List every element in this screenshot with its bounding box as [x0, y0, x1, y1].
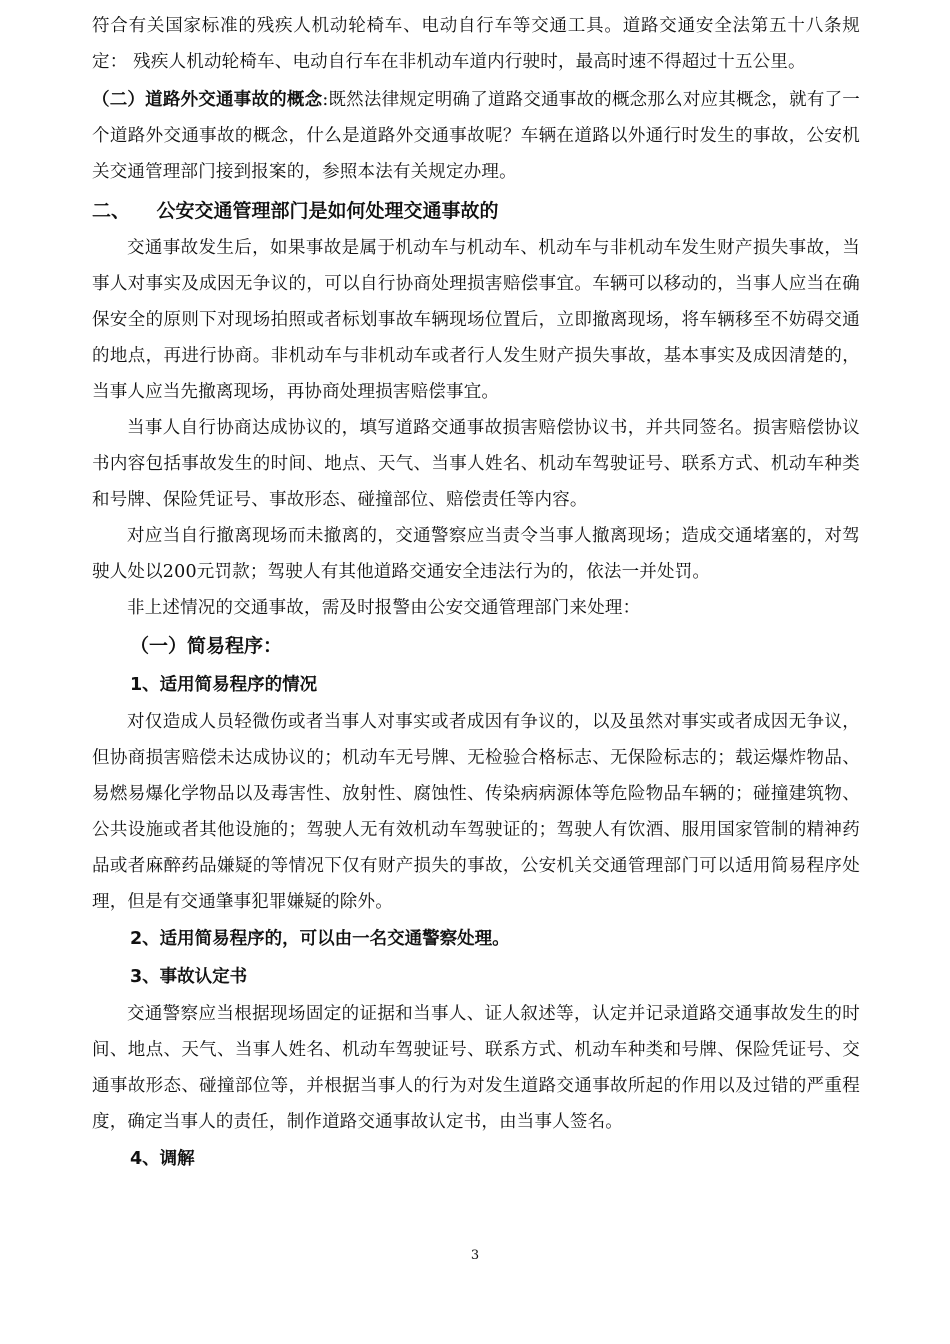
paragraph-wheelchair-rule: 符合有关国家标准的残疾人机动轮椅车、电动自行车等交通工具。道路交通安全法第五十八条规定： 残疾人机动轮椅车、电动自行车在非机动车道内行驶时，最高时速不得超过十五公里。 — [92, 16, 860, 72]
paragraph-body: :既然法律规定明确了道路交通事故的概念那么对应其概念，就有了一个道路外交通事故的概念，什么是道路外交通事故呢？车辆在道路以外通行时发生的事故，公安机关交通管理部门接到报案的，参照本法有关规定办理。 — [92, 90, 860, 182]
paragraph-agreement: 当事人自行协商达成协议的，填写道路交通事故损害赔偿协议书，并共同签名。损害赔偿协议书内容包括事故发生的时间、地点、天气、当事人姓名、机动车驾驶证号、联系方式、机动车种类和号牌、保险凭证号、事故形态、碰撞部位、赔偿责任等内容。 — [92, 418, 860, 510]
paragraph-applicable-cases: 对仅造成人员轻微伤或者当事人对事实或者成因有争议的，以及虽然对事实或者成因无争议，但协商损害赔偿未达成协议的；机动车无号牌、无检验合格标志、无保险标志的；载运爆炸物品、易燃易爆化学物品以及毒害性、放射性、腐蚀性、传染病病源体等危险物品车辆的；碰撞建筑物、公共设施或者其他设施的；驾驶人无有效机动车驾驶证的；驾驶人有饮酒、服用国家管制的精神药品或者麻醉药品嫌疑的等情况下仅有财产损失的事故，公安机关交通管理部门可以适用简易程序处理，但是有交通肇事犯罪嫌疑的除外。 — [92, 712, 860, 912]
page-number: 3 — [470, 1248, 480, 1263]
subsection-simple-procedure: （一）简易程序： — [130, 635, 283, 657]
paragraph-label: （二）道路外交通事故的概念 — [92, 90, 323, 110]
heading-mediation: 4、调解 — [130, 1149, 195, 1169]
section-heading-2: 二、 公安交通管理部门是如何处理交通事故的 — [92, 200, 499, 222]
document-page — [92, 8, 860, 1178]
paragraph-penalty: 对应当自行撤离现场而未撤离的，交通警察应当责令当事人撤离现场；造成交通堵塞的，对驾驶人处以200元罚款；驾驶人有其他道路交通安全违法行为的，依法一并处罚。 — [92, 526, 860, 582]
heading-accident-certificate: 3、事故认定书 — [130, 967, 248, 987]
paragraph-accident-certificate: 交通警察应当根据现场固定的证据和当事人、证人叙述等，认定并记录道路交通事故发生的时间、地点、天气、当事人姓名、机动车驾驶证号、联系方式、机动车种类和号牌、保险凭证号、交通事故形态、碰撞部位等，并根据当事人的行为对发生道路交通事故所起的作用以及过错的严重程度，确定当事人的责任，制作道路交通事故认定书，由当事人签名。 — [92, 1004, 860, 1132]
heading-single-officer: 2、适用简易程序的，可以由一名交通警察处理。 — [130, 929, 510, 949]
heading-applicable-cases: 1、适用简易程序的情况 — [130, 675, 318, 695]
paragraph-accident-handling: 交通事故发生后，如果事故是属于机动车与机动车、机动车与非机动车发生财产损失事故，当事人对事实及成因无争议的，可以自行协商处理损害赔偿事宜。车辆可以移动的，当事人应当在确保安全的原则下对现场拍照或者标划事故车辆现场位置后，立即撤离现场，将车辆移至不妨碍交通的地点，再进行协商。非机动车与非机动车或者行人发生财产损失事故，基本事实及成因清楚的，当事人应当先撤离现场，再协商处理损害赔偿事宜。 — [92, 238, 860, 402]
paragraph-off-road-accident — [92, 82, 860, 190]
paragraph-report: 非上述情况的交通事故，需及时报警由公安交通管理部门来处理： — [127, 598, 641, 618]
